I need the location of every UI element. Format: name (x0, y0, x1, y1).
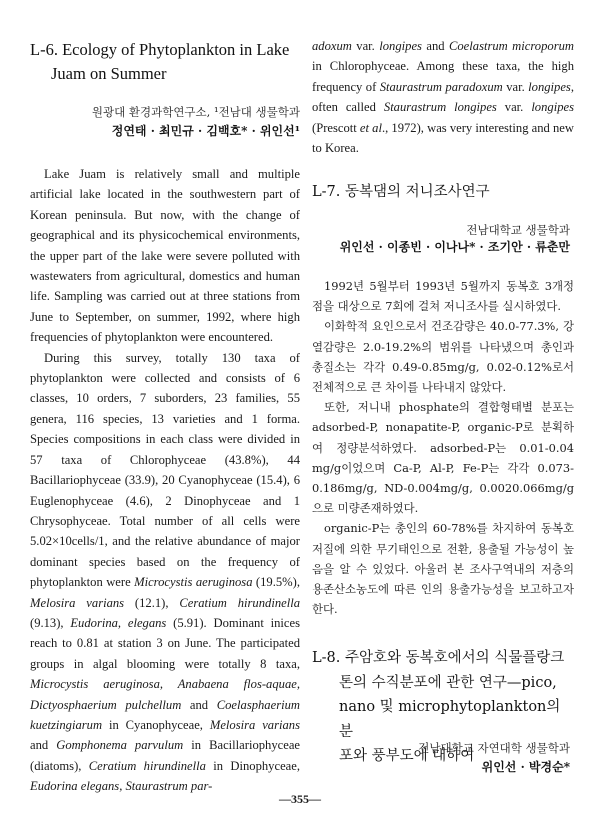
citation-etal: et al (359, 120, 382, 135)
species-name: adoxum (312, 39, 352, 53)
species-name: Coelastrum microporum (448, 39, 574, 53)
l6-text: in Dinophyceae, (205, 758, 300, 773)
l6-text: , often called (312, 79, 574, 115)
l8-authors: 위인선 · 박경순* (481, 760, 570, 774)
l6-abstract (30, 164, 300, 797)
l7-paragraph-1: 1992년 5월부터 1993년 5월까지 동복호 3개정점을 대상으로 7회에 걸쳐 저니조사를 실시하였다. (312, 279, 574, 314)
l8-affiliation: 전남대학교 자연대학 생물학과 (418, 741, 570, 755)
l6-paragraph-1: Lake Juam is relatively small and multiple artificial lake located in the southwestern part of Korean peninsula. But now, with the change of geographical and its physicochemical environments, the upper part of the lake were severe polluted with wastewaters from agricultural, domestics and human life. Sampling was carried out at three stations from June to September, on summer, 1992, where high frequencies of phytoplankton were encountered. (30, 167, 300, 345)
l8-title-line3: nano 및 microphytoplankton의 분 (339, 699, 561, 740)
l6-text: and (30, 738, 57, 753)
species-name: Microcystis aeruginosa, Anabaena flos-aquae, Dictyosphaerium pulchellum (30, 677, 300, 712)
l8-title-line1: L-8. 주암호와 동복호에서의 식물플랑크 (312, 650, 565, 666)
species-name: Microcystis aeruginosa (134, 575, 253, 590)
species-name: Ceratium hirundinella (88, 758, 206, 773)
l6-text: var. (502, 79, 529, 94)
l6-text: (9.13), (30, 615, 71, 630)
l6-paragraph-continued (312, 36, 574, 158)
l8-title-line4: 포와 풍부도에 대하여 (339, 748, 475, 764)
l6-text: in Cyanophyceae, (102, 717, 210, 732)
species-name: Gomphonema parvulum (56, 738, 184, 753)
l6-affiliation: 원광대 환경과학연구소, ¹전남대 생물학과 (91, 105, 300, 119)
species-name: Ceratium hirundinella (179, 595, 301, 610)
species-name: Melosira varians (30, 595, 125, 610)
l7-paragraph-3: 또한, 저니내 phosphate의 결합형태별 분포는 adsorbed-P, nonapatite-P, organic-P로 분획하여 정량분석하였다. adsorbed-P는 0.01-0.04 mg/g이었으며 Ca-P, Al-P, Fe-P는 각각 0.073-0.186mg/g, ND-0.004mg/g, 0.0020.066mg/g 으로 미량존재하였다. (312, 400, 574, 516)
species-name: Eudorina elegans, Staurastrum par- (30, 779, 213, 794)
l6-text: in Chlorophyceae. Among these taxa, the high frequency of (312, 59, 574, 94)
species-name: longipes (379, 39, 422, 53)
l6-title-line2: Juam on Summer (51, 64, 167, 83)
l6-text: During this survey, totally 130 taxa of phytoplankton were collected and consists of 6 classes, 10 orders, 7 suborders, 23 families, 55 genera, 116 species, 13 varieties and 1 forma. Species compositions in each class were divided in 57 taxa of Chlorophyceae (43.8%), 44 Bacillariophyceae (33.9), 20 Cyanophyceae (15.4), 6 Euglenophyceae (4.6), 2 Dinophyceae and 1 Chrysophyceae. Total number of all cells were 5.02×10cells/1, and the relative abundance of major dominant species based on the frequency of phytoplankton were (30, 350, 300, 590)
l6-text: (5.91). Dominant inices reach to 0.81 at station 3 on June. The participated groups in algal blooming were totally 8 taxa, (30, 615, 300, 671)
species-name: Staurastrum longipes (383, 100, 497, 115)
l7-title: L-7. 동복댐의 저니조사연구 (312, 184, 490, 200)
species-name: Melosira varians (209, 717, 300, 732)
l6-title-line1: L-6. Ecology of Phytoplankton in Lake (30, 40, 290, 59)
species-name: Eudorina, elegans (70, 615, 167, 630)
species-name: longipes (531, 100, 574, 115)
l6-text: (Prescott (312, 120, 360, 135)
l6-text: var. (496, 100, 532, 115)
l6-text: var. (351, 39, 380, 53)
l6-title (30, 38, 300, 86)
l7-paragraph-2: 이화학적 요인으로서 건조감량은 40.0-77.3%, 강열감량은 2.0-19.2%의 범위를 나타냈으며 총인과 총질소는 각각 0.49-0.85mg/g, 0.02-0.12%로서 전체적으로 큰 차이를 나타내지 않았다. (312, 319, 574, 395)
l6-continuation (312, 36, 574, 158)
l7-abstract (312, 276, 574, 619)
species-name: Coelasphaerium kuetzingiarum (30, 697, 300, 732)
l6-text: and (181, 697, 217, 712)
species-name: longipes (528, 79, 571, 94)
l6-text: ., 1972), was very interesting and new to Korea. (312, 120, 574, 156)
l6-authors: 정연태 · 최민규 · 김백호* · 위인선¹ (111, 124, 300, 138)
l7-affiliation: 전남대학교 생물학과 (466, 223, 570, 237)
l6-text: (12.1), (124, 595, 180, 610)
page-number: —355— (279, 792, 321, 806)
l8-title-line2: 톤의 수직분포에 관한 연구—pico, (339, 674, 557, 691)
l6-text: in Bacillariophyceae (diatoms), (30, 738, 301, 773)
l7-paragraph-4: organic-P는 총인의 60-78%를 차지하여 동복호저질에 의한 무기태인으로 전환, 용출될 가능성이 높음을 알 수 있었다. 아울러 본 조사구역내의 저층의 용존산소농도에 따른 인의 용출가능성을 보고하고자 한다. (312, 521, 574, 617)
l6-paragraph-2 (30, 348, 300, 797)
l6-text: (19.5%), (252, 575, 300, 590)
l7-authors: 위인선 · 이종빈 · 이나나* · 조기안 · 류춘만 (339, 240, 570, 254)
l6-text: and (421, 39, 449, 53)
species-name: Staurastrum paradoxum (379, 79, 503, 94)
